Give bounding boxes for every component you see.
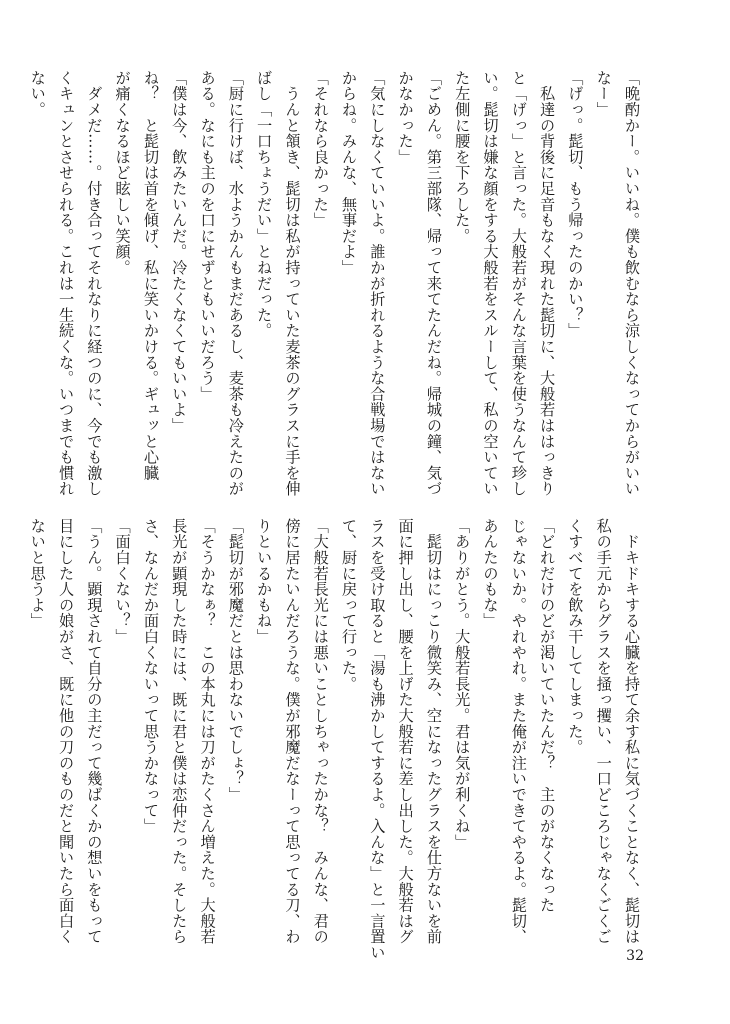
text-line: て、厨に戻って行った。 (340, 518, 359, 692)
text-line: 私の手元からグラスを掻っ攫い、一口どころじゃなくごくご (594, 518, 613, 945)
text-line: が痛くなるほど眩しい笑顔。 (113, 70, 132, 276)
text-line: かなかった」 (396, 70, 415, 165)
upper-text-block (28, 70, 646, 500)
text-line: 「僕は今、飲みたいんだ。冷たくなくてもいいよ」 (170, 70, 189, 434)
text-line: 「うん。顕現されて自分の主だって幾ばくかの想いをもって (85, 518, 104, 945)
text-line: 髭切はにっこり微笑み、空になったグラスを仕方ないを前 (424, 518, 443, 945)
text-line: りといるかもね」 (255, 518, 274, 645)
text-line: い。髭切は嫌な顔をする大般若をスルーして、私の空いてい (481, 70, 500, 497)
text-line: 私達の背後に足音もなく現れた髭切に、大般若ははっきり (538, 70, 557, 497)
text-line: 「面白くない？」 (113, 518, 132, 645)
text-line: 「ごめん。第三部隊、帰って来てたんだね。帰城の鐘、気づ (424, 70, 443, 497)
text-line: 目にした人の娘がさ、既に他の刀のものだと聞いたら面白く (57, 518, 76, 945)
text-line: 「どれだけのどが渇いていたんだ？ 主のがなくなった (538, 518, 557, 913)
text-line: なー」 (594, 70, 613, 118)
text-line: 「気にしなくていいよ。誰かが折れるような合戦場ではない (368, 70, 387, 497)
text-line: 「げっ。髭切、もう帰ったのかい？」 (566, 70, 585, 339)
text-line: と「げっ」と言った。大般若がそんな言葉を使うなんて珍し (509, 70, 528, 497)
page-number: 32 (626, 948, 644, 964)
text-line: 「晩酌かー。いいね。僕も飲むなら涼しくなってからがいい (623, 70, 641, 497)
text-line: あんたのもな」 (481, 518, 500, 629)
text-line: 傍に居たいんだろうな。僕が邪魔だなーって思ってる刀、わ (283, 518, 302, 945)
text-line: ね？ と髭切は首を傾げ、私に笑いかける。ギュッと心臓 (141, 70, 160, 481)
text-line: くキュンとさせられる。これは一生続くな。いつまでも慣れ (57, 70, 76, 497)
text-line: 「ありがとう。大般若長光。君は気が利くね」 (453, 518, 472, 850)
text-line: 長光が顕現した時には、既に君と僕は恋仲だった。そしたら (170, 518, 189, 945)
text-line: ある。なにも主のを口にせずともいいだろう」 (198, 70, 217, 402)
text-line: 面に押し出し、腰を上げた大般若に差し出した。大般若はグ (396, 518, 415, 945)
text-line: 「それなら良かった」 (311, 70, 330, 228)
text-line: くすべてを飲み干してしまった。 (566, 518, 585, 755)
text-line: さ、なんだか面白くないって思うかなって」 (141, 518, 160, 834)
text-line: ラスを受け取ると「湯も沸かしてするよ。入んな」と一言置い (368, 518, 387, 961)
text-line: 「大般若長光には悪いことしちゃったかな？ みんな、君の (311, 518, 330, 945)
text-line: ドキドキする心臓を持て余す私に気づくことなく、髭切は (623, 518, 641, 945)
text-line: 「髭切が邪魔だとは思わないでしょ？」 (226, 518, 245, 803)
text-line: じゃないか。やれやれ。また俺が注いできてやるよ。髭切、 (509, 518, 528, 945)
text-line: た左側に腰を下ろした。 (453, 70, 472, 244)
text-line: 「そうかなぁ？ この本丸には刀がたくさん増えた。大般若 (198, 518, 217, 945)
text-line: からね。みんな、無事だよ」 (340, 70, 359, 276)
text-line: ないと思うよ」 (28, 518, 47, 629)
text-line: ダメだ……。付き合ってそれなりに経つのに、今でも激し (85, 70, 104, 497)
text-line: ばし「一口ちょうだい」とねだった。 (255, 70, 274, 339)
text-line: うんと頷き、髭切は私が持っていた麦茶のグラスに手を伸 (283, 70, 302, 497)
text-line: 「厨に行けば、水ようかんもまだあるし、麦茶も冷えたのが (226, 70, 245, 497)
text-line: ない。 (28, 70, 47, 118)
